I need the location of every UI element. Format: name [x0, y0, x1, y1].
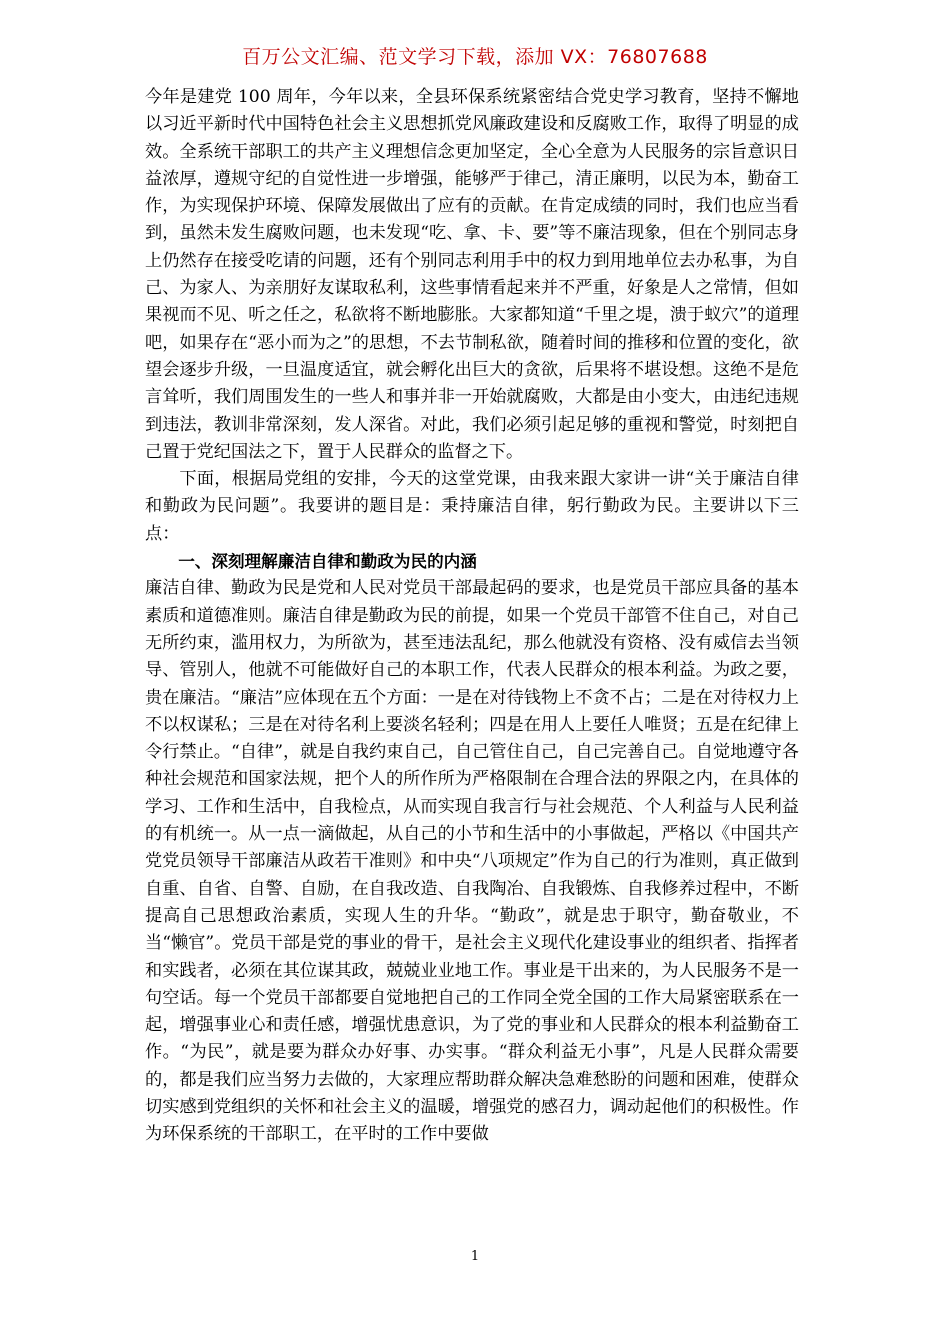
document-body [145, 84, 799, 1149]
section-heading-1: 一、深刻理解廉洁自律和勤政为民的内涵 [178, 552, 477, 572]
paragraph-lecture-topic: 下面，根据局党组的安排，今天的这堂党课，由我来跟大家讲一讲“关于廉洁自律和勤政为民问题”。我要讲的题目是：秉持廉洁自律，躬行勤政为民。主要讲以下三点： [145, 469, 799, 544]
paragraph-section-1-content: 廉洁自律、勤政为民是党和人民对党员干部最起码的要求，也是党员干部应具备的基本素质和道德准则。廉洁自律是勤政为民的前提，如果一个党员干部管不住自己，对自己无所约束，滥用权力，为所欲为，甚至违法乱纪，那么他就没有资格、没有威信去当领导、管别人，他就不可能做好自己的本职工作，代表人民群众的根本利益。为政之要，贵在廉洁。“廉洁”应体现在五个方面：一是在对待钱物上不贪不占；二是在对待权力上不以权谋私；三是在对待名利上要淡名轻利；四是在用人上要任人唯贤；五是在纪律上令行禁止。“自律”，就是自我约束自己，自己管住自己，自己完善自己。自觉地遵守各种社会规范和国家法规，把个人的所作所为严格限制在合理合法的界限之内，在具体的学习、工作和生活中，自我检点，从而实现自我言行与社会规范、个人利益与人民利益的有机统一。从一点一滴做起，从自己的小节和生活中的小事做起，严格以《中国共产党党员领导干部廉洁从政若干准则》和中央“八项规定”作为自己的行为准则，真正做到自重、自省、自警、自励，在自我改造、自我陶冶、自我锻炼、自我修养过程中，不断提高自己思想政治素质，实现人生的升华。“勤政”，就是忠于职守，勤奋敬业，不当“懒官”。党员干部是党的事业的骨干，是社会主义现代化建设事业的组织者、指挥者和实践者，必须在其位谋其政，兢兢业业地工作。事业是干出来的，为人民服务不是一句空话。每一个党员干部都要自觉地把自己的工作同全党全国的工作大局紧密联系在一起，增强事业心和责任感，增强忧患意识，为了党的事业和人民群众的根本利益勤奋工作。“为民”，就是要为群众办好事、办实事。“群众利益无小事”，凡是人民群众需要的，都是我们应当努力去做的，大家理应帮助群众解决急难愁盼的问题和困难，使群众切实感到党组织的关怀和社会主义的温暖，增强党的感召力，调动起他们的积极性。作为环保系统的干部职工，在平时的工作中要做 [145, 578, 799, 1145]
page-number: 1 [470, 1249, 480, 1264]
page-header-watermark-text: 百万公文汇编、范文学习下载，添加 VX：76807688 [242, 46, 708, 68]
paragraph-introduction: 今年是建党 100 周年，今年以来，全县环保系统紧密结合党史学习教育，坚持不懈地以习近平新时代中国特色社会主义思想抓党风廉政建设和反腐败工作，取得了明显的成效。全系统干部职工的共产主义理想信念更加坚定，全心全意为人民服务的宗旨意识日益浓厚，遵规守纪的自觉性进一步增强，能够严于律己，清正廉明，以民为本，勤奋工作，为实现保护环境、保障发展做出了应有的贡献。在肯定成绩的同时，我们也应当看到，虽然未发生腐败问题，也未发现“吃、拿、卡、要”等不廉洁现象，但在个别同志身上仍然存在接受吃请的问题，还有个别同志利用手中的权力到用地单位去办私事，为自己、为家人、为亲朋好友谋取私利，这些事情看起来并不严重，好象是人之常情，但如果视而不见、听之任之，私欲将不断地膨胀。大家都知道“千里之堤，溃于蚁穴”的道理吧，如果存在“恶小而为之”的思想，不去节制私欲，随着时间的推移和位置的变化，欲望会逐步升级，一旦温度适宜，就会孵化出巨大的贪欲，后果将不堪设想。这绝不是危言耸听，我们周围发生的一些人和事并非一开始就腐败，大都是由小变大，由违纪违规到违法，教训非常深刻，发人深省。对此，我们必须引起足够的重视和警觉，时刻把自己置于党纪国法之下，置于人民群众的监督之下。 [145, 87, 799, 462]
